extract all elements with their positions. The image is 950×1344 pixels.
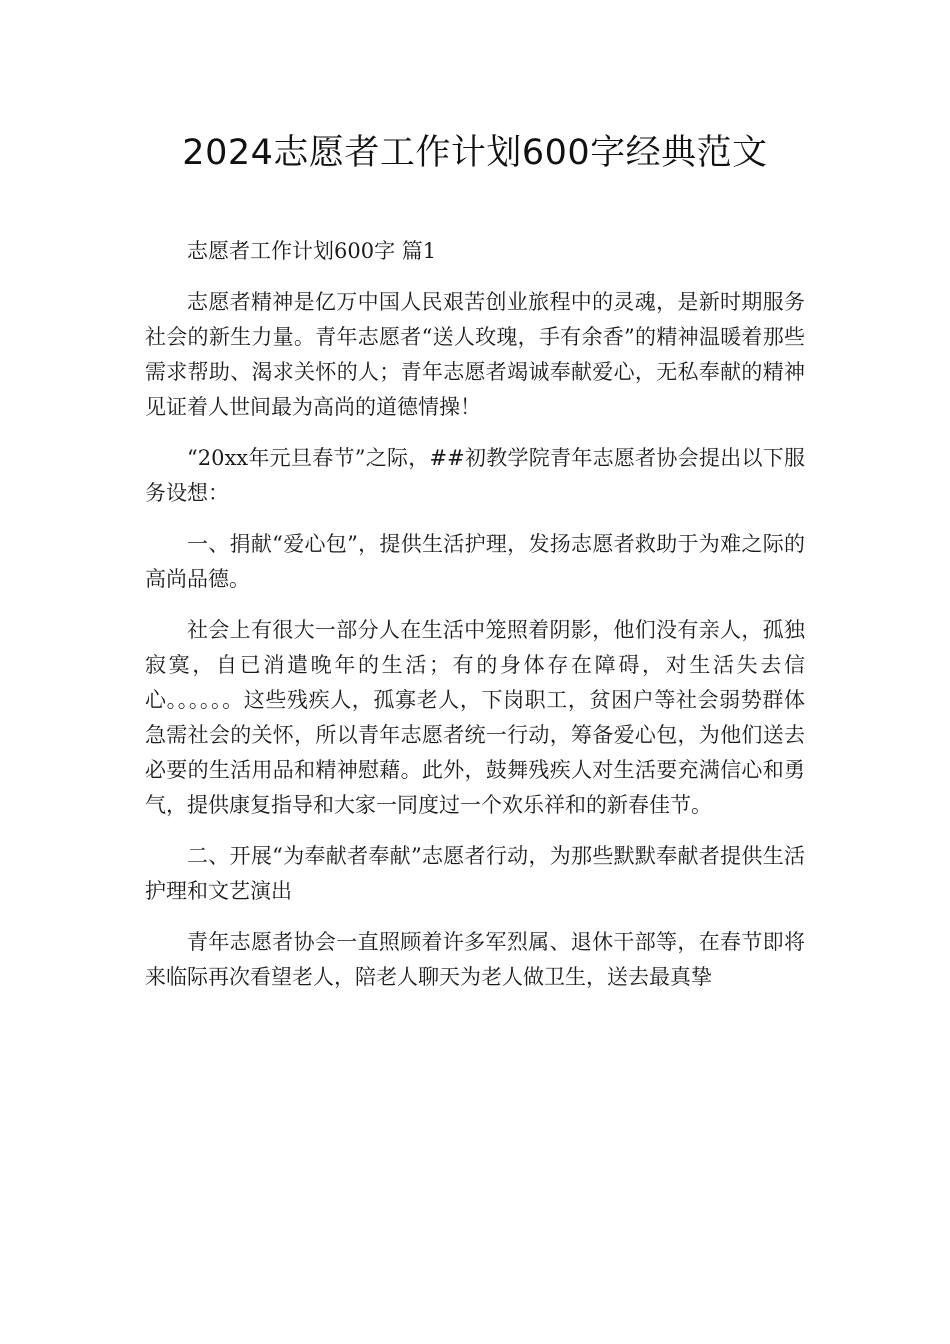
paragraph-item-two: 二、开展“为奉献者奉献”志愿者行动，为那些默默奉献者提供生活护理和文艺演出: [145, 844, 805, 903]
document-title: 2024志愿者工作计划600字经典范文: [182, 133, 768, 173]
section-heading: 志愿者工作计划600字 篇1: [187, 239, 437, 263]
paragraph-item-one: 一、捐献“爱心包”，提供生活护理，发扬志愿者救助于为难之际的高尚品德。: [145, 532, 805, 591]
paragraph-occasion: “20xx年元旦春节”之际，##初教学院青年志愿者协会提出以下服务设想：: [145, 446, 805, 505]
paragraph-item-two-detail: 青年志愿者协会一直照顾着许多军烈属、退休干部等，在春节即将来临际再次看望老人，陪老人聊天为老人做卫生，送去最真挚: [145, 930, 805, 989]
paragraph-intro: 志愿者精神是亿万中国人民艰苦创业旅程中的灵魂，是新时期服务社会的新生力量。青年志愿者“送人玫瑰，手有余香”的精神温暖着那些需求帮助、渴求关怀的人；青年志愿者竭诚奉献爱心，无私奉献的精神见证着人世间最为高尚的道德情操！: [145, 290, 805, 419]
paragraph-item-one-detail: 社会上有很大一部分人在生活中笼照着阴影，他们没有亲人，孤独寂寞，自已消遣晚年的生活；有的身体存在障碍，对生活失去信心。。。。。。这些残疾人，孤寡老人，下岗职工，贫困户等社会弱势群体急需社会的关怀，所以青年志愿者统一行动，筹备爱心包，为他们送去必要的生活用品和精神慰藉。此外，鼓舞残疾人对生活要充满信心和勇气，提供康复指导和大家一同度过一个欢乐祥和的新春佳节。: [145, 618, 805, 817]
document-body: [145, 234, 805, 995]
